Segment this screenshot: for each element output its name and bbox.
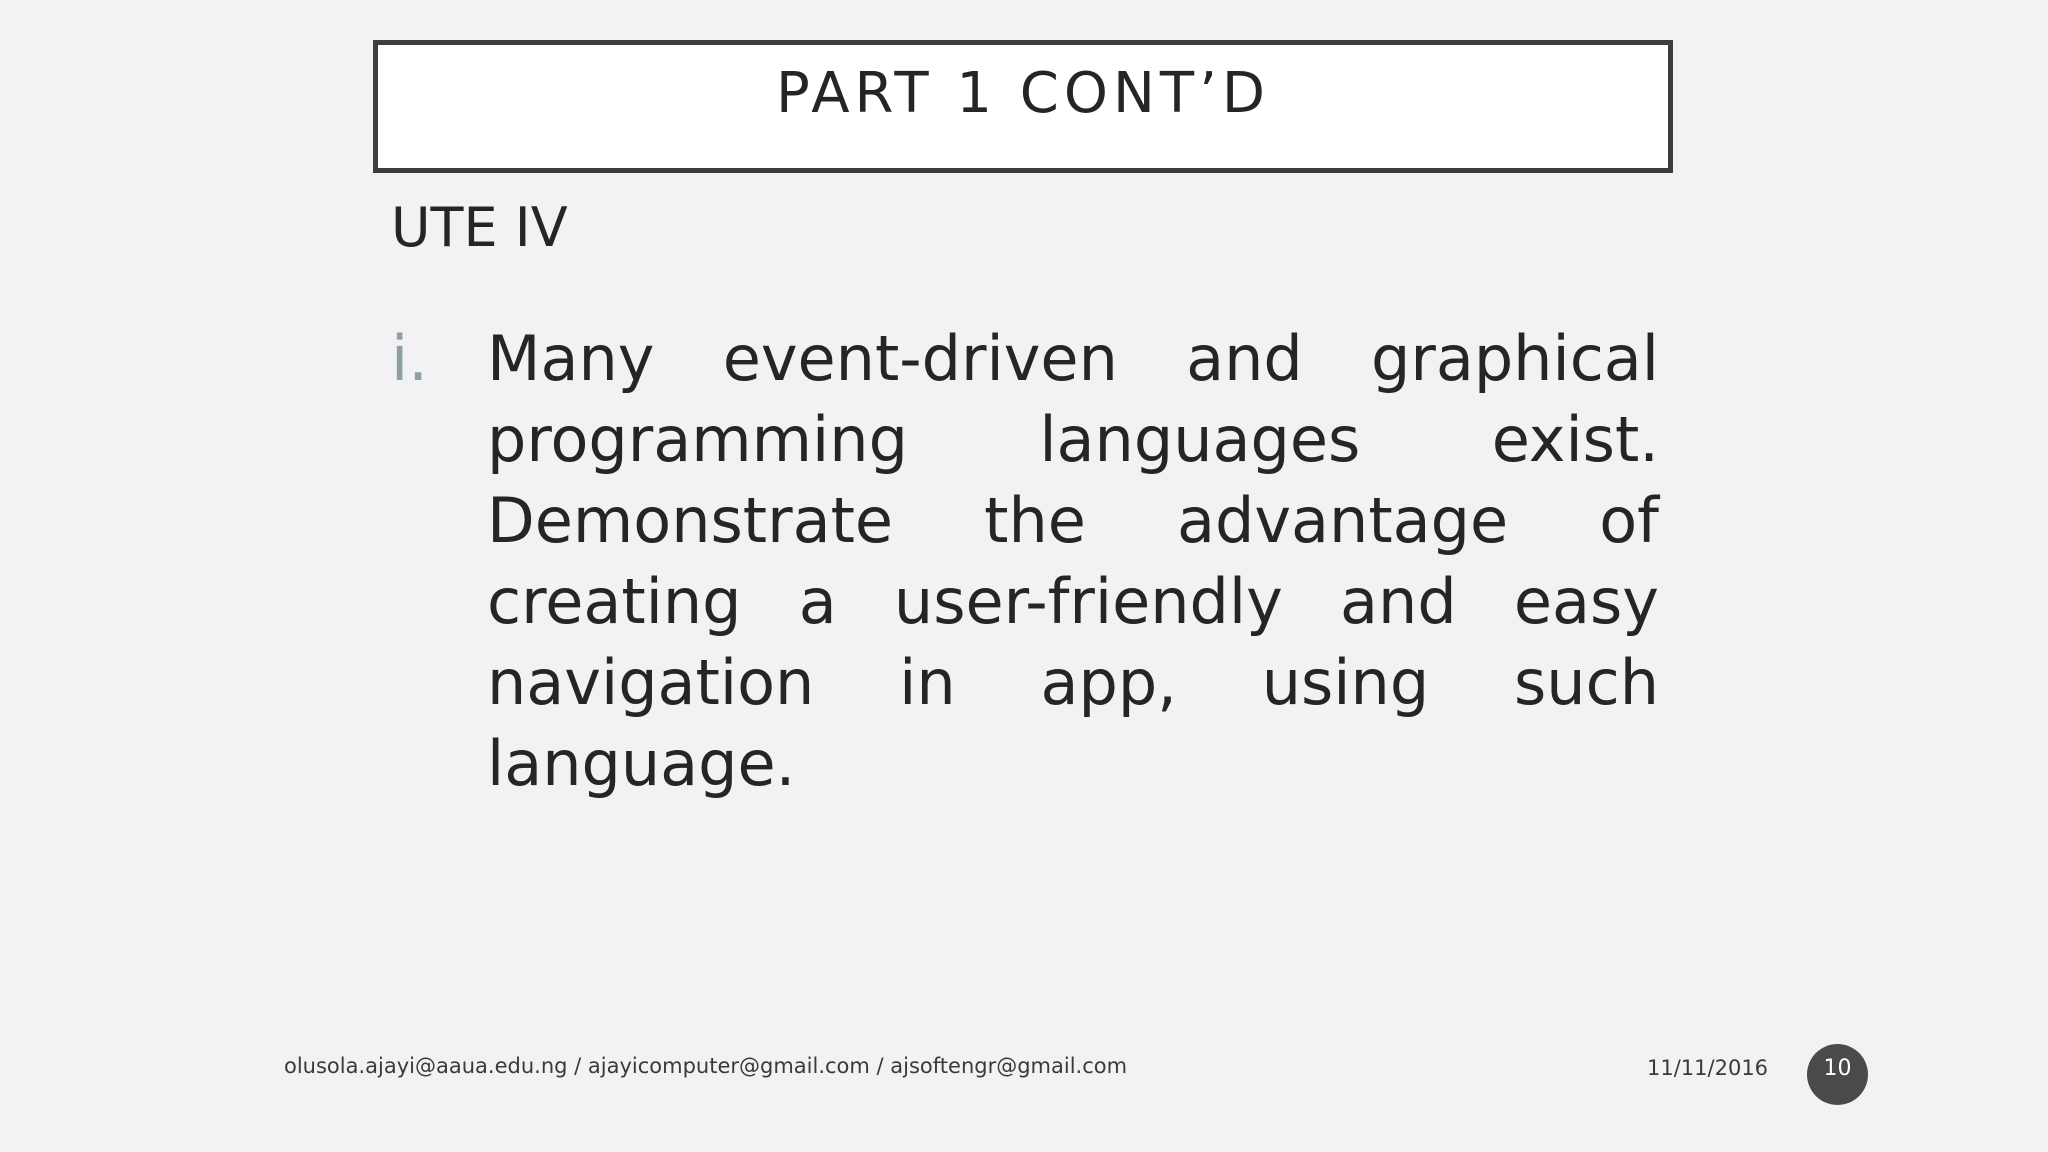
slide-title: PART 1 CONT’D [776, 61, 1270, 126]
title-box [373, 40, 1673, 173]
slide-subtitle: UTE IV [391, 196, 568, 259]
page-number-badge [1807, 1044, 1868, 1105]
content-list [391, 318, 1659, 804]
footer-date: 11/11/2016 [1647, 1056, 1769, 1080]
page-number: 10 [1823, 1056, 1852, 1081]
list-item-text: Many event-driven and graphical programming languages exist. Demonstrate the advantage of creating a user-friendly and easy navigation in app, using such language. [487, 322, 1659, 800]
list-item [391, 318, 1659, 804]
footer-emails: olusola.ajayi@aaua.edu.ng / ajayicomputer@gmail.com / ajsoftengr@gmail.com [284, 1054, 1128, 1078]
list-marker: i. [391, 322, 428, 395]
